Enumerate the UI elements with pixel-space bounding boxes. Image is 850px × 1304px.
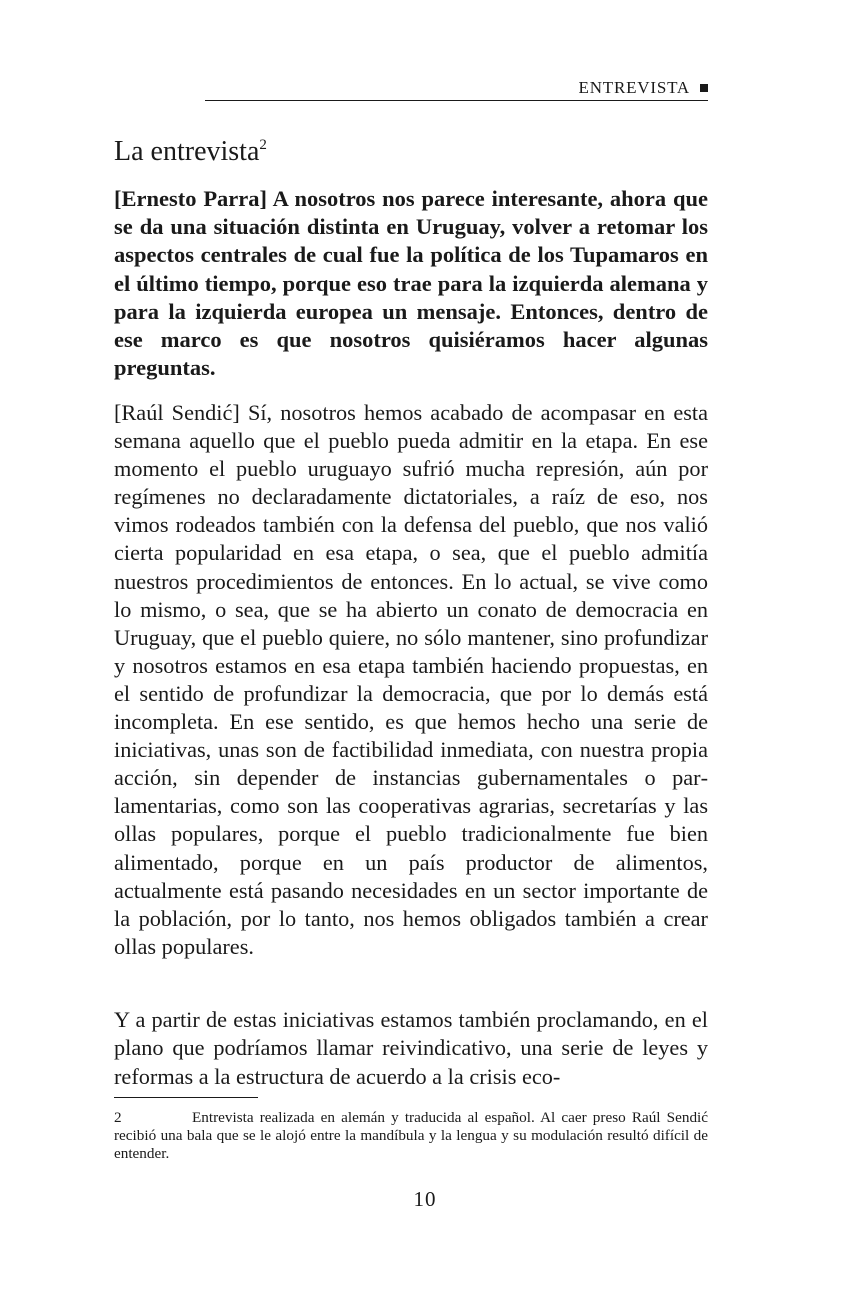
running-header: [205, 78, 708, 101]
section-title: [114, 136, 267, 168]
interviewer-question: [114, 185, 708, 382]
interviewee-name: [Raúl Sendić]: [114, 400, 240, 425]
footnote-number: 2: [114, 1109, 122, 1126]
running-header-label: ENTREVISTA: [578, 78, 690, 97]
footnote-divider: [114, 1097, 258, 1098]
interviewee-answer: [114, 399, 708, 961]
footnote: [114, 1109, 708, 1164]
answer-paragraph-2: Y a partir de estas iniciativas estamos también proclamando, en el plano que podríamos llamar reivindicativo, una serie de leyes y reformas a la estructura de acuerdo a la crisis eco-: [114, 1007, 708, 1089]
page-number: 10: [413, 1187, 437, 1211]
answer-paragraph-1: Sí, nosotros hemos acabado de acompasar en esta semana aquello que el pueblo pueda admitir en la etapa. En ese momento el pueblo uruguayo sufrió mucha represión, aún por regímenes no declaradamente dictatoriales, a raíz de eso, nos vimos rodeados también con la defensa del pueblo, que nos valió cierta popularidad en esa etapa, o sea, que el pueblo admitía nuestros procedimientos de entonces. En lo actual, se vive como lo mismo, o sea, que se ha abierto un conato de democracia en Uruguay, que el pueblo quiere, no sólo mantener, sino profundizar y nosotros estamos en esa etapa también haciendo propuestas, en el sentido de profundizar la democracia, que por lo demás está incompleta. En ese sentido, es que hemos hecho una serie de iniciativas, unas son de factibilidad inmediata, con nuestra propia acción, sin depender de instancias gubernamentales o parlamentarias, como son las cooperativas agrarias, secretarías y las ollas populares, porque el pueblo tradicionalmente fue bien alimentado, porque en un país productor de alimentos, actualmente está pasando necesidades en un sector importante de la población, por lo tanto, nos hemos obligados también a crear ollas populares.: [114, 400, 708, 959]
interviewer-name: [Ernesto Parra]: [114, 186, 268, 211]
square-bullet-icon: [700, 84, 708, 92]
footnote-text: Entrevista realizada en alemán y traducida al español. Al caer preso Raúl Sendić recibió una bala que se le alojó entre la mandíbula y la lengua y su modulación resultó difícil de entender.: [114, 1109, 708, 1163]
footnote-reference: 2: [259, 137, 267, 153]
question-text: A nosotros nos parece interesante, ahora que se da una situación distinta en Uruguay, volver a retomar los aspectos centrales de cual fue la política de los Tupamaros en el último tiempo, porque eso trae para la izquierda alemana y para la izquierda europea un mensaje. Entonces, dentro de ese marco es que nosotros quisiéramos hacer algunas preguntas.: [114, 186, 708, 381]
section-title-text: La entrevista: [114, 136, 260, 167]
